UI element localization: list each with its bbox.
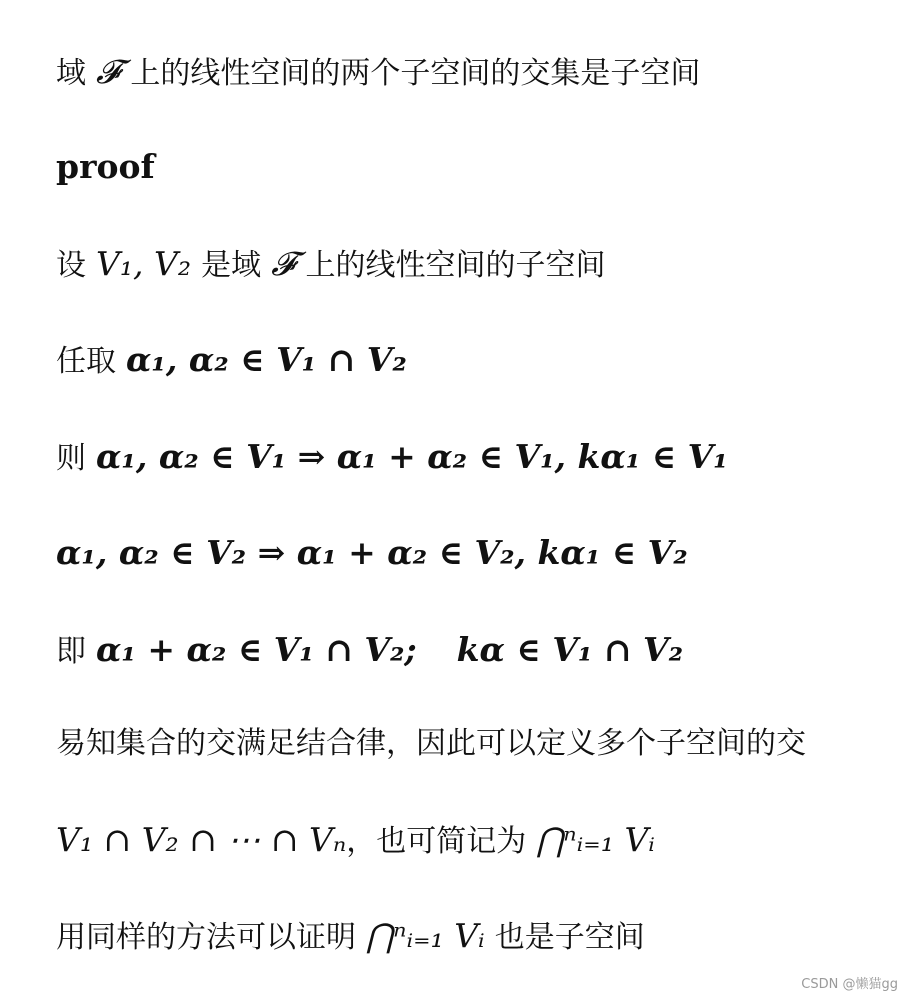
text: 上的线性空间的子空间 <box>305 248 606 283</box>
line-7 <box>56 630 683 672</box>
math-expression: ⋂ⁿᵢ₌₁ Vᵢ <box>366 916 485 955</box>
line-6 <box>56 533 688 573</box>
math-field-symbol: 𝓕 <box>271 244 296 283</box>
text: 则 <box>56 441 86 476</box>
text: ，也可简记为 <box>346 824 527 859</box>
line-9 <box>56 820 655 862</box>
line-2 <box>56 147 155 187</box>
math-expression: ⋂ⁿᵢ₌₁ Vᵢ <box>536 820 655 859</box>
math-expression: α₁, α₂ ∈ V₁ ⇒ α₁ + α₂ ∈ V₁, kα₁ ∈ V₁ <box>96 437 728 476</box>
text: 是域 <box>201 248 262 283</box>
text: 即 <box>56 634 86 669</box>
text: 任取 <box>56 344 116 379</box>
text: 上的线性空间的两个子空间的交集是子空间 <box>130 56 701 91</box>
line-4 <box>56 340 407 382</box>
text: 易知集合的交满足结合律，因此可以定义多个子空间的交 <box>56 726 806 761</box>
line-3 <box>56 244 605 286</box>
line-1 <box>56 52 700 94</box>
text: 设 <box>56 248 86 283</box>
watermark: CSDN @懒猫gg <box>801 977 898 992</box>
math-expression: α₁ + α₂ ∈ V₁ ∩ V₂; <box>96 630 417 669</box>
line-8 <box>56 724 806 764</box>
line-10 <box>56 916 645 958</box>
math-expression: α₁, α₂ ∈ V₂ ⇒ α₁ + α₂ ∈ V₂, kα₁ ∈ V₂ <box>56 533 688 572</box>
math-field-symbol: 𝓕 <box>96 52 121 91</box>
text: 用同样的方法可以证明 <box>56 920 356 955</box>
proof-heading: proof <box>56 147 155 186</box>
text: 域 <box>56 56 86 91</box>
line-5 <box>56 437 728 479</box>
math-expression: V₁ ∩ V₂ ∩ ⋯ ∩ Vₙ <box>56 820 347 859</box>
math-expression: α₁, α₂ ∈ V₁ ∩ V₂ <box>126 340 407 379</box>
math-expression: V₁, V₂ <box>96 244 192 283</box>
math-expression: kα ∈ V₁ ∩ V₂ <box>456 630 684 669</box>
text: 也是子空间 <box>494 920 645 955</box>
